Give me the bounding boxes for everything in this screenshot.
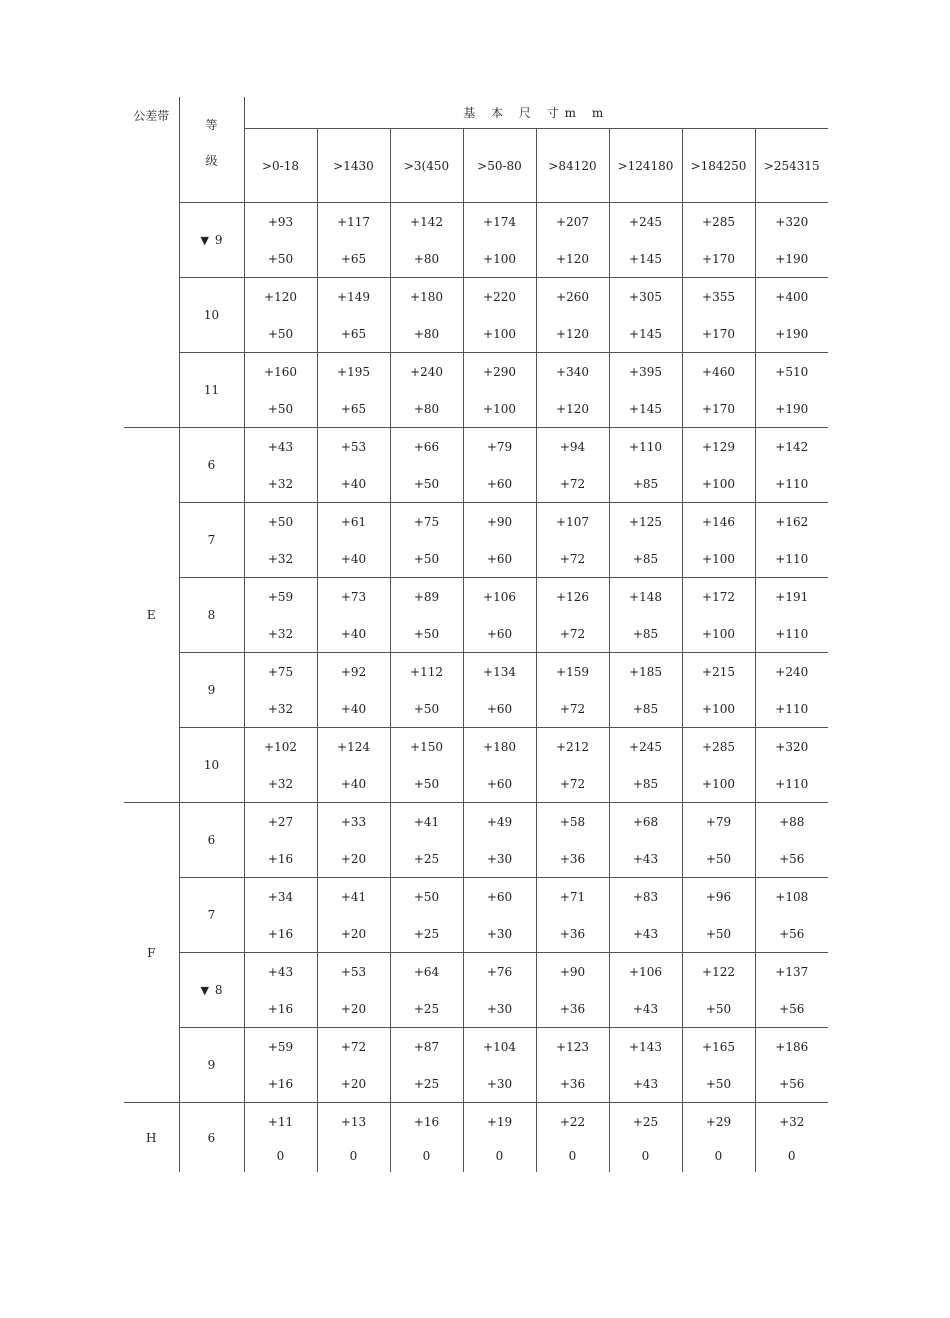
upper-deviation-cell: +134	[463, 653, 536, 691]
upper-deviation-cell: +355	[682, 278, 755, 316]
lower-deviation-cell: 0	[317, 1140, 390, 1172]
lower-deviation-cell: +80	[390, 240, 463, 278]
lower-deviation-cell: +40	[317, 690, 390, 728]
upper-deviation-cell: +143	[609, 1028, 682, 1066]
upper-deviation-cell: +49	[463, 803, 536, 841]
preferred-marker-icon: ▼	[200, 984, 209, 997]
upper-deviation-cell: +59	[244, 578, 317, 616]
lower-deviation-cell: +25	[390, 1065, 463, 1103]
grade-cell	[179, 953, 244, 1028]
lower-deviation-cell: +56	[755, 915, 828, 953]
lower-deviation-cell: +72	[536, 765, 609, 803]
lower-deviation-cell: +100	[463, 315, 536, 353]
grade-label: 7	[207, 533, 216, 547]
upper-deviation-cell: +106	[463, 578, 536, 616]
grade-row	[124, 1028, 828, 1066]
lower-deviation-cell: 0	[609, 1140, 682, 1172]
size-range-header: >1430	[317, 129, 390, 203]
upper-deviation-cell: +290	[463, 353, 536, 391]
lower-deviation-cell: +32	[244, 765, 317, 803]
upper-deviation-cell: +25	[609, 1103, 682, 1141]
grade-cell	[179, 203, 244, 278]
upper-deviation-cell: +53	[317, 953, 390, 991]
lower-deviation-cell: +65	[317, 315, 390, 353]
lower-deviation-cell: +50	[390, 765, 463, 803]
grade-row	[124, 278, 828, 316]
grade-row	[124, 728, 828, 766]
grade-label: 8	[207, 608, 216, 622]
grade-row	[124, 428, 828, 466]
upper-deviation-cell: +215	[682, 653, 755, 691]
grade-row	[124, 953, 828, 991]
upper-deviation-cell: +245	[609, 203, 682, 241]
lower-deviation-cell: +72	[536, 615, 609, 653]
lower-deviation-cell: +110	[755, 765, 828, 803]
upper-deviation-cell: +185	[609, 653, 682, 691]
lower-deviation-cell: +72	[536, 690, 609, 728]
upper-deviation-cell: +27	[244, 803, 317, 841]
upper-deviation-cell: +160	[244, 353, 317, 391]
upper-deviation-cell: +162	[755, 503, 828, 541]
upper-deviation-cell: +41	[317, 878, 390, 916]
size-range-header: >3(450	[390, 129, 463, 203]
upper-deviation-cell: +107	[536, 503, 609, 541]
lower-deviation-cell: +40	[317, 615, 390, 653]
upper-deviation-cell: +50	[244, 503, 317, 541]
lower-deviation-cell: +43	[609, 1065, 682, 1103]
basic-size-header: 基 本 尺 寸m m	[244, 97, 828, 129]
grade-label: 10	[203, 308, 220, 322]
lower-deviation-cell: +36	[536, 990, 609, 1028]
upper-deviation-cell: +126	[536, 578, 609, 616]
upper-deviation-cell: +29	[682, 1103, 755, 1141]
upper-deviation-cell: +207	[536, 203, 609, 241]
lower-deviation-cell: +72	[536, 465, 609, 503]
lower-deviation-cell: +100	[682, 615, 755, 653]
preferred-marker-icon: ▼	[200, 234, 209, 247]
lower-deviation-cell: +80	[390, 390, 463, 428]
grade-cell	[179, 1028, 244, 1103]
lower-deviation-cell: +50	[390, 540, 463, 578]
grade-header: 等 级	[179, 97, 244, 203]
upper-deviation-cell: +50	[390, 878, 463, 916]
lower-deviation-cell: +60	[463, 765, 536, 803]
upper-deviation-cell: +41	[390, 803, 463, 841]
grade-label: 6	[207, 1130, 216, 1145]
lower-deviation-cell: 0	[755, 1140, 828, 1172]
upper-deviation-cell: +165	[682, 1028, 755, 1066]
grade-row	[124, 203, 828, 241]
upper-deviation-cell: +285	[682, 728, 755, 766]
upper-deviation-cell: +129	[682, 428, 755, 466]
lower-deviation-cell: +190	[755, 390, 828, 428]
lower-deviation-cell: +50	[682, 990, 755, 1028]
grade-label: 10	[203, 758, 220, 772]
upper-deviation-cell: +220	[463, 278, 536, 316]
upper-deviation-cell: +43	[244, 428, 317, 466]
upper-deviation-cell: +60	[463, 878, 536, 916]
tolerance-zone-header: 公差带	[133, 109, 170, 123]
lower-deviation-cell: +30	[463, 840, 536, 878]
upper-deviation-cell: +94	[536, 428, 609, 466]
lower-deviation-cell: +110	[755, 615, 828, 653]
lower-deviation-cell: +190	[755, 240, 828, 278]
lower-deviation-cell: +65	[317, 390, 390, 428]
upper-deviation-cell: +340	[536, 353, 609, 391]
lower-deviation-cell: +16	[244, 990, 317, 1028]
upper-deviation-cell: +71	[536, 878, 609, 916]
lower-deviation-cell: +110	[755, 690, 828, 728]
lower-deviation-cell: +60	[463, 540, 536, 578]
lower-deviation-cell: +40	[317, 540, 390, 578]
lower-deviation-cell: +16	[244, 915, 317, 953]
grade-cell	[179, 278, 244, 353]
upper-deviation-cell: +16	[390, 1103, 463, 1141]
size-range-header: >84120	[536, 129, 609, 203]
lower-deviation-cell: +145	[609, 240, 682, 278]
upper-deviation-cell: +73	[317, 578, 390, 616]
lower-deviation-cell: +145	[609, 390, 682, 428]
lower-deviation-cell: +16	[244, 1065, 317, 1103]
lower-deviation-cell: +56	[755, 990, 828, 1028]
grade-cell	[179, 353, 244, 428]
lower-deviation-cell: +100	[463, 240, 536, 278]
lower-deviation-cell: +50	[682, 840, 755, 878]
upper-deviation-cell: +149	[317, 278, 390, 316]
lower-deviation-cell: +100	[682, 540, 755, 578]
size-range-header: >184250	[682, 129, 755, 203]
size-range-header: >0-18	[244, 129, 317, 203]
size-range-header: >124180	[609, 129, 682, 203]
lower-deviation-cell: +36	[536, 840, 609, 878]
lower-deviation-cell: 0	[390, 1140, 463, 1172]
upper-deviation-cell: +75	[390, 503, 463, 541]
lower-deviation-cell: +56	[755, 1065, 828, 1103]
upper-deviation-cell: +53	[317, 428, 390, 466]
upper-deviation-cell: +240	[755, 653, 828, 691]
lower-deviation-cell: +110	[755, 540, 828, 578]
lower-deviation-cell: +85	[609, 465, 682, 503]
lower-deviation-cell: +43	[609, 915, 682, 953]
lower-deviation-cell: +120	[536, 240, 609, 278]
upper-deviation-cell: +79	[463, 428, 536, 466]
lower-deviation-cell: +145	[609, 315, 682, 353]
tolerance-table	[124, 97, 828, 1172]
upper-deviation-cell: +61	[317, 503, 390, 541]
lower-deviation-cell: +60	[463, 615, 536, 653]
upper-deviation-cell: +142	[755, 428, 828, 466]
lower-deviation-cell: +85	[609, 615, 682, 653]
upper-deviation-cell: +510	[755, 353, 828, 391]
upper-deviation-cell: +43	[244, 953, 317, 991]
grade-label: 8	[214, 983, 223, 997]
size-range-header: >254315	[755, 129, 828, 203]
upper-deviation-cell: +195	[317, 353, 390, 391]
lower-deviation-cell: +25	[390, 840, 463, 878]
grade-cell	[179, 503, 244, 578]
lower-deviation-cell: +40	[317, 465, 390, 503]
grade-cell	[179, 803, 244, 878]
upper-deviation-cell: +89	[390, 578, 463, 616]
upper-deviation-cell: +32	[755, 1103, 828, 1141]
upper-deviation-cell: +75	[244, 653, 317, 691]
upper-deviation-cell: +180	[390, 278, 463, 316]
lower-deviation-cell: +30	[463, 1065, 536, 1103]
grade-row	[124, 803, 828, 841]
tolerance-zone-cell: F	[124, 803, 179, 1103]
grade-row	[124, 653, 828, 691]
upper-deviation-cell: +186	[755, 1028, 828, 1066]
upper-deviation-cell: +146	[682, 503, 755, 541]
lower-deviation-cell: +50	[244, 315, 317, 353]
upper-deviation-cell: +22	[536, 1103, 609, 1141]
lower-deviation-cell: +20	[317, 915, 390, 953]
upper-deviation-cell: +245	[609, 728, 682, 766]
upper-deviation-cell: +260	[536, 278, 609, 316]
lower-deviation-cell: +170	[682, 390, 755, 428]
size-range-header: >50-80	[463, 129, 536, 203]
grade-row	[124, 878, 828, 916]
upper-deviation-cell: +66	[390, 428, 463, 466]
upper-deviation-cell: +174	[463, 203, 536, 241]
lower-deviation-cell: +16	[244, 840, 317, 878]
lower-deviation-cell: +100	[682, 690, 755, 728]
lower-deviation-cell: +50	[682, 1065, 755, 1103]
upper-deviation-cell: +59	[244, 1028, 317, 1066]
lower-deviation-cell: +50	[390, 690, 463, 728]
upper-deviation-cell: +120	[244, 278, 317, 316]
upper-deviation-cell: +58	[536, 803, 609, 841]
grade-cell	[179, 1103, 244, 1173]
upper-deviation-cell: +305	[609, 278, 682, 316]
upper-deviation-cell: +34	[244, 878, 317, 916]
tolerance-zone-cell: H	[124, 1103, 179, 1173]
lower-deviation-cell: +110	[755, 465, 828, 503]
upper-deviation-cell: +148	[609, 578, 682, 616]
lower-deviation-cell: +65	[317, 240, 390, 278]
lower-deviation-cell: +50	[244, 240, 317, 278]
upper-deviation-cell: +68	[609, 803, 682, 841]
lower-deviation-cell: 0	[536, 1140, 609, 1172]
upper-deviation-cell: +123	[536, 1028, 609, 1066]
upper-deviation-cell: +320	[755, 203, 828, 241]
grade-cell	[179, 578, 244, 653]
lower-deviation-cell: +60	[463, 690, 536, 728]
grade-cell	[179, 428, 244, 503]
lower-deviation-cell: 0	[463, 1140, 536, 1172]
upper-deviation-cell: +125	[609, 503, 682, 541]
upper-deviation-cell: +33	[317, 803, 390, 841]
lower-deviation-cell: +20	[317, 990, 390, 1028]
lower-deviation-cell: +32	[244, 615, 317, 653]
upper-deviation-cell: +83	[609, 878, 682, 916]
lower-deviation-cell: +85	[609, 690, 682, 728]
upper-deviation-cell: +212	[536, 728, 609, 766]
lower-deviation-cell: +30	[463, 990, 536, 1028]
lower-deviation-cell: +20	[317, 1065, 390, 1103]
upper-deviation-cell: +460	[682, 353, 755, 391]
upper-deviation-cell: +240	[390, 353, 463, 391]
upper-deviation-cell: +108	[755, 878, 828, 916]
lower-deviation-cell: +50	[390, 465, 463, 503]
upper-deviation-cell: +79	[682, 803, 755, 841]
lower-deviation-cell: +32	[244, 465, 317, 503]
grade-row	[124, 1103, 828, 1141]
lower-deviation-cell: +100	[463, 390, 536, 428]
upper-deviation-cell: +320	[755, 728, 828, 766]
upper-deviation-cell: +87	[390, 1028, 463, 1066]
lower-deviation-cell: +25	[390, 915, 463, 953]
upper-deviation-cell: +142	[390, 203, 463, 241]
upper-deviation-cell: +96	[682, 878, 755, 916]
upper-deviation-cell: +285	[682, 203, 755, 241]
grade-cell	[179, 878, 244, 953]
upper-deviation-cell: +110	[609, 428, 682, 466]
grade-row	[124, 578, 828, 616]
grade-row	[124, 353, 828, 391]
lower-deviation-cell: +43	[609, 990, 682, 1028]
grade-label: 9	[207, 1058, 216, 1072]
lower-deviation-cell: +85	[609, 765, 682, 803]
lower-deviation-cell: +25	[390, 990, 463, 1028]
lower-deviation-cell: 0	[244, 1140, 317, 1172]
upper-deviation-cell: +72	[317, 1028, 390, 1066]
tolerance-zone-cell	[124, 203, 179, 428]
lower-deviation-cell: +100	[682, 465, 755, 503]
upper-deviation-cell: +395	[609, 353, 682, 391]
upper-deviation-cell: +19	[463, 1103, 536, 1141]
upper-deviation-cell: +112	[390, 653, 463, 691]
upper-deviation-cell: +124	[317, 728, 390, 766]
lower-deviation-cell: +120	[536, 390, 609, 428]
upper-deviation-cell: +172	[682, 578, 755, 616]
grade-cell	[179, 728, 244, 803]
upper-deviation-cell: +92	[317, 653, 390, 691]
upper-deviation-cell: +64	[390, 953, 463, 991]
grade-label: 7	[207, 908, 216, 922]
upper-deviation-cell: +137	[755, 953, 828, 991]
upper-deviation-cell: +150	[390, 728, 463, 766]
lower-deviation-cell: +80	[390, 315, 463, 353]
lower-deviation-cell: +60	[463, 465, 536, 503]
upper-deviation-cell: +102	[244, 728, 317, 766]
lower-deviation-cell: +170	[682, 315, 755, 353]
lower-deviation-cell: +40	[317, 765, 390, 803]
lower-deviation-cell: +170	[682, 240, 755, 278]
lower-deviation-cell: +36	[536, 915, 609, 953]
upper-deviation-cell: +180	[463, 728, 536, 766]
upper-deviation-cell: +93	[244, 203, 317, 241]
upper-deviation-cell: +104	[463, 1028, 536, 1066]
upper-deviation-cell: +122	[682, 953, 755, 991]
lower-deviation-cell: +20	[317, 840, 390, 878]
upper-deviation-cell: +11	[244, 1103, 317, 1141]
lower-deviation-cell: +50	[244, 390, 317, 428]
lower-deviation-cell: +56	[755, 840, 828, 878]
upper-deviation-cell: +400	[755, 278, 828, 316]
lower-deviation-cell: +120	[536, 315, 609, 353]
grade-label: 6	[207, 833, 216, 847]
lower-deviation-cell: +50	[390, 615, 463, 653]
upper-deviation-cell: +88	[755, 803, 828, 841]
upper-deviation-cell: +90	[463, 503, 536, 541]
lower-deviation-cell: +190	[755, 315, 828, 353]
lower-deviation-cell: +36	[536, 1065, 609, 1103]
lower-deviation-cell: +32	[244, 540, 317, 578]
upper-deviation-cell: +76	[463, 953, 536, 991]
upper-deviation-cell: +117	[317, 203, 390, 241]
upper-deviation-cell: +13	[317, 1103, 390, 1141]
grade-label: 6	[207, 458, 216, 472]
grade-cell	[179, 653, 244, 728]
grade-row	[124, 503, 828, 541]
lower-deviation-cell: +85	[609, 540, 682, 578]
grade-label: 9	[214, 233, 223, 247]
upper-deviation-cell: +90	[536, 953, 609, 991]
lower-deviation-cell: +32	[244, 690, 317, 728]
upper-deviation-cell: +159	[536, 653, 609, 691]
lower-deviation-cell: 0	[682, 1140, 755, 1172]
upper-deviation-cell: +106	[609, 953, 682, 991]
lower-deviation-cell: +30	[463, 915, 536, 953]
grade-label: 9	[207, 683, 216, 697]
lower-deviation-cell: +100	[682, 765, 755, 803]
grade-label: 11	[203, 383, 220, 397]
upper-deviation-cell: +191	[755, 578, 828, 616]
tolerance-zone-cell: E	[124, 428, 179, 803]
lower-deviation-cell: +72	[536, 540, 609, 578]
lower-deviation-cell: +43	[609, 840, 682, 878]
lower-deviation-cell: +50	[682, 915, 755, 953]
